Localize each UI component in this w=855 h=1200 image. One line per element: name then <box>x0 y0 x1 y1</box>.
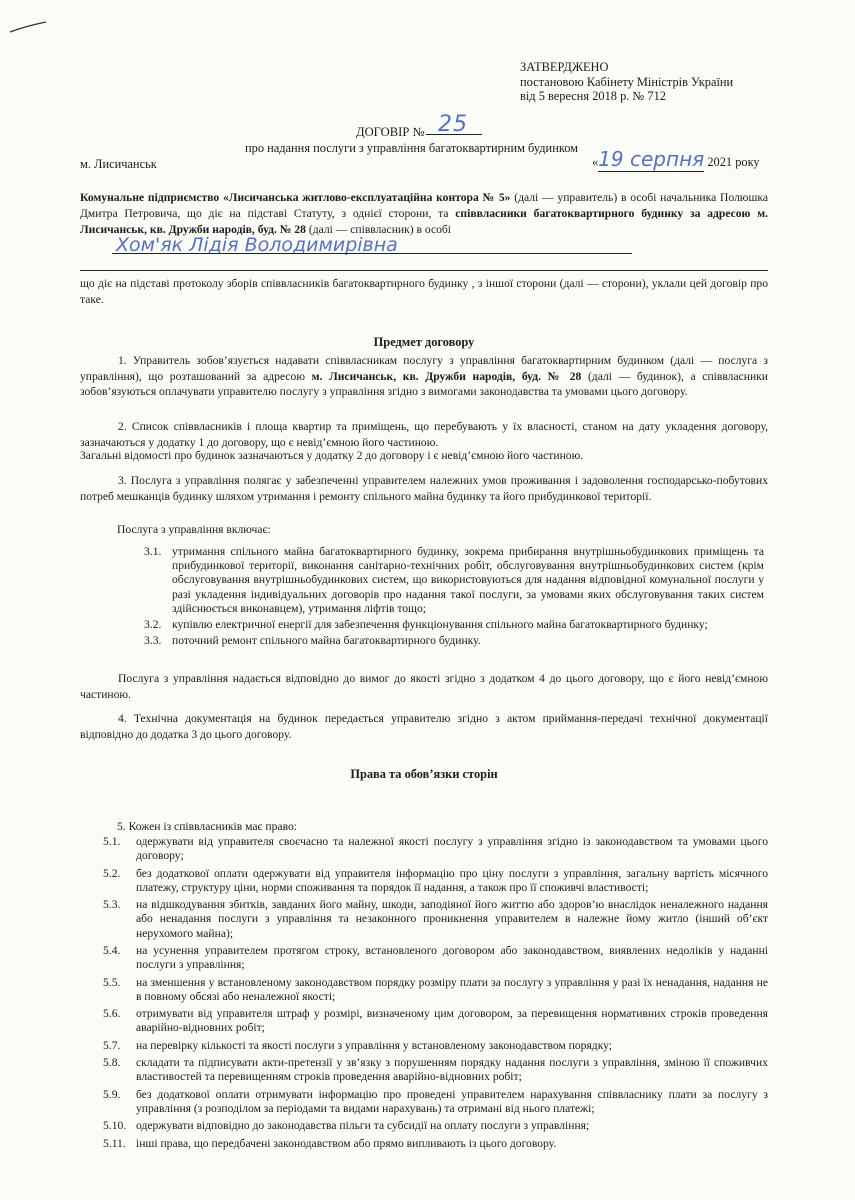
list-item-number: 5.2. <box>103 866 121 880</box>
section-heading-subject: Предмет договору <box>373 335 475 349</box>
list-item-number: 3.3. <box>144 634 162 648</box>
list-item-text: без додаткової оплати отримувати інформацію про проведені управителем нарахування співвласнику плати за послугу з управління (з розподілом за періодами та видами нарахувань) та отримані від нього платежі; <box>136 1087 768 1115</box>
list-item <box>103 1088 768 1116</box>
list-item-number: 5.4. <box>103 943 121 957</box>
list-item <box>103 1137 768 1151</box>
clause-1 <box>80 353 768 400</box>
contract-number-handwritten: 25 <box>438 112 468 137</box>
list-item-text: купівлю електричної енергії для забезпечення функціонування спільного майна багатоквартирного будинку; <box>172 618 708 632</box>
clause-4: 4. Технічна документація на будинок передається управителю згідно з актом приймання-передачі технічної документації відповідно до додатка 3 до цього договору. <box>80 712 768 741</box>
list-item <box>103 944 768 972</box>
rights-list <box>103 835 768 1154</box>
list-item-text: складати та підписувати акти-претензії у зв’язку з порушенням порядку надання послуги з управління, зміною її споживчих властивостей та перевищенням строків проведення аварійно-відновних робіт; <box>136 1056 768 1084</box>
list-item-number: 3.2. <box>144 618 162 632</box>
approval-line-1: ЗАТВЕРДЖЕНО <box>520 60 609 74</box>
list-item <box>103 1039 768 1053</box>
clause-1-text-b: (далі — будинок), а співвласники зобов’язуються оплачувати управителю послугу з управління згідно з вимогами законодавства та умовами цього договору. <box>80 369 768 399</box>
co-owners-address: співвласники багатоквартирного будинку за адресою м. Лисичанськ, кв. Дружби народів, буд. № 28 <box>80 207 768 236</box>
list-item <box>144 634 764 648</box>
service-items-list <box>144 545 764 648</box>
includes-label: Послуга з управління включає: <box>117 523 271 536</box>
list-item-number: 5.6. <box>103 1007 121 1021</box>
list-item-text: отримувати від управителя штраф у розмірі, визначеному цим договором, за перевищення нормативних строків проведення аварійно-відновних робіт; <box>136 1007 768 1035</box>
date-handwritten: 19 серпня <box>598 147 705 171</box>
contract-subtitle: про надання послуги з управління багатоквартирним будинком <box>245 141 579 155</box>
clause-1-text-a: 1. Управитель зобов’язується надавати співвласникам послугу з управління багатоквартирним будинком (далі — послуга з управління), що розташований за адресою <box>80 354 768 383</box>
blank-line <box>80 270 768 271</box>
clause-3: 3. Послуга з управління полягає у забезпеченні управителем належних умов проживання і задоволення господарсько-побутових потреб мешканців будинку шляхом утримання і ремонту спільного майна будинку та його прибудинкової території. <box>80 474 768 503</box>
representative-underline <box>112 253 632 254</box>
representative-name-handwritten: Хом'як Лідія Володимирівна <box>116 234 398 256</box>
clause-5: 5. Кожен із співвласників має право: <box>117 820 297 833</box>
clause-2: 2. Список співвласників і площа квартир та приміщень, що перебувають у їх власності, станом на дату укладення договору, зазначаються у додатку 1 до договору, що є невід’ємною його частиною. <box>80 420 768 449</box>
approval-block <box>520 60 850 104</box>
date-open-quote: « <box>592 155 599 169</box>
list-item-text: одержувати від управителя своєчасно та належної якості послугу з управління згідно із законодавством та умовами цього договору; <box>136 835 768 863</box>
pen-stroke-mark <box>8 18 48 38</box>
list-item-text: інші права, що передбачені законодавством або прямо випливають із цього договору. <box>136 1136 557 1150</box>
section-heading-rights: Права та обов’язки сторін <box>350 767 498 781</box>
list-item-number: 5.1. <box>103 835 121 848</box>
clause-2-note: Загальні відомості про будинок зазначаються у додатку 2 до договору і є невід’ємною його частиною. <box>80 449 584 462</box>
list-item <box>103 898 768 941</box>
list-item-text: на усунення управителем протягом строку, встановленого договором або законодавством, виявлених недоліків у наданні послуги з управління; <box>136 943 768 972</box>
list-item-text: поточний ремонт спільного майна багатоквартирного будинку. <box>172 634 481 648</box>
quality-clause: Послуга з управління надається відповідно до вимог до якості згідно з додатком 4 до цього договору, що є його невід’ємною частиною. <box>80 672 768 701</box>
intro-paragraph <box>80 190 768 238</box>
list-item <box>144 618 764 632</box>
list-item-number: 5.3. <box>103 898 121 912</box>
list-item-text: одержувати відповідно до законодавства пільги та субсидії на оплату послуги з управління; <box>136 1119 590 1133</box>
list-item <box>103 1119 768 1133</box>
list-item-text: на перевірку кількості та якості послуги з управління у встановленому законодавством порядку; <box>136 1038 613 1052</box>
clause-1-address: м. Лисичанськ, кв. Дружби народів, буд. № 28 <box>311 369 582 383</box>
intro-text-2: (далі — співвласник) в особі <box>305 223 452 236</box>
list-item <box>103 835 768 863</box>
list-item <box>103 1007 768 1035</box>
contract-place: м. Лисичанськ <box>80 157 157 171</box>
approval-line-2: постановою Кабінету Міністрів України <box>520 74 734 89</box>
contract-number-underline <box>426 134 482 135</box>
list-item-text: утримання спільного майна багатоквартирного будинку, зокрема прибирання внутрішньобудинкових приміщень та прибудинкової території, виконання санітарно-технічних робіт, обслуговування внутрішньобудинкових систем (крім обслуговування внутрішньобудинкових систем, що використовуються для надання відповідної комунальної послуги у разі укладення індивідуальних договорів про надання такої послуги, за умовами яких обслуговування таких систем здійснюється виконавцем), утримання ліфтів тощо; <box>172 545 764 615</box>
intro-paragraph-2: що діє на підставі протоколу зборів співвласників багатоквартирного будинку , з іншої сторони (далі — сторони), уклали цей договір про таке. <box>80 277 768 306</box>
intro-text-1: (далі — управитель) в особі начальника Полюшка Дмитра Петровича, що діє на підставі Статуту, з однієї сторони, та <box>80 191 768 220</box>
list-item <box>103 1056 768 1084</box>
list-item-number: 3.1. <box>144 545 162 558</box>
contract-title: ДОГОВІР № <box>356 125 425 139</box>
list-item-number: 5.9. <box>103 1087 121 1101</box>
list-item <box>103 867 768 895</box>
list-item <box>144 545 764 616</box>
list-item-number: 5.8. <box>103 1056 121 1070</box>
list-item-text: на відшкодування збитків, завданих його майну, шкоди, заподіяної його життю або здоров’ю внаслідок неналежного надання або ненадання послуги з управління та незаконного проникнення управителем в належне йому житло (інший об’єкт нерухомого майна); <box>136 898 768 940</box>
approval-line-3: від 5 вересня 2018 р. № 712 <box>520 89 666 104</box>
list-item-number: 5.10. <box>103 1119 127 1133</box>
list-item-text: на зменшення у встановленому законодавством порядку розміру плати за послугу з управління у разі їх ненадання, надання не в повному обсязі або неналежної якості; <box>136 975 768 1003</box>
date-year: 2021 року <box>707 155 760 169</box>
contract-date <box>592 147 760 171</box>
list-item-number: 5.7. <box>103 1038 121 1052</box>
list-item-number: 5.5. <box>103 975 121 989</box>
list-item-number: 5.11. <box>103 1136 126 1150</box>
list-item <box>103 976 768 1004</box>
manager-name: Комунальне підприємство «Лисичанська житлово-експлуатаційна контора № 5» <box>80 191 511 204</box>
list-item-text: без додаткової оплати одержувати від управителя інформацію про ціну послуги з управління, загальну вартість місячного платежу, структуру ціни, норми споживання та порядок її надання, а також про її споживчі властивості; <box>136 866 768 894</box>
